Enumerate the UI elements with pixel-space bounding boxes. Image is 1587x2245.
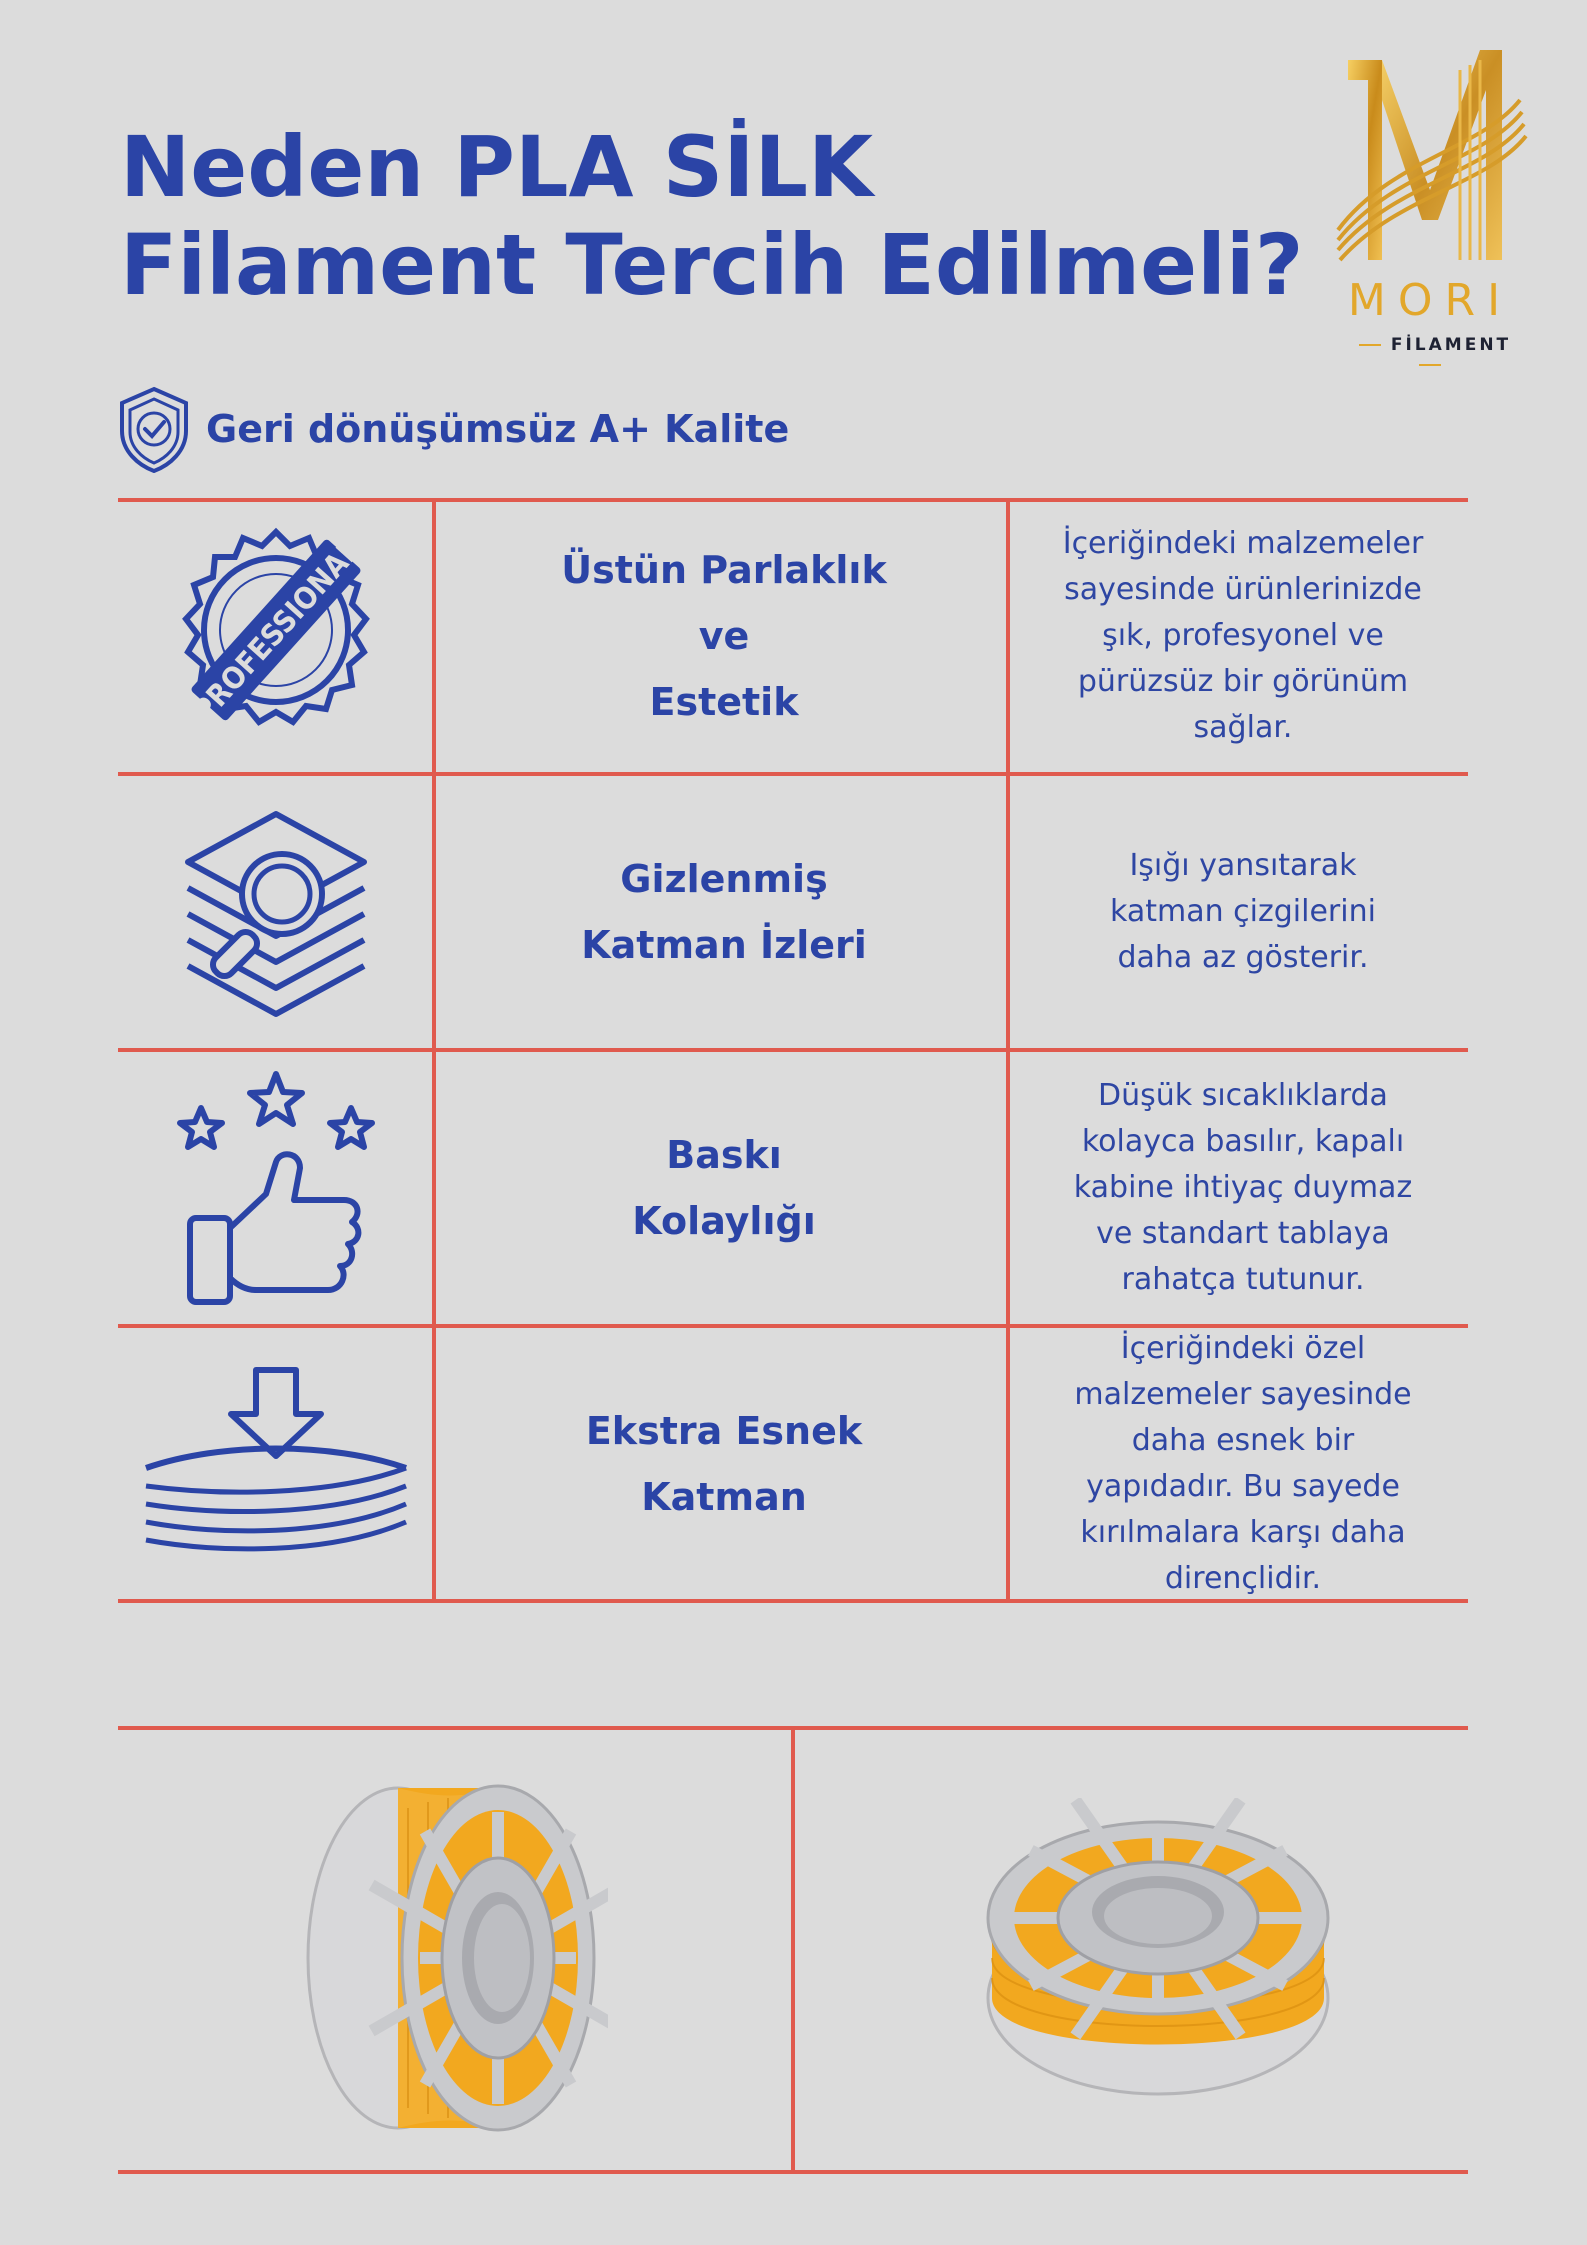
feature-row-2-icon-cell xyxy=(118,776,434,1048)
brand-name: MORI xyxy=(1347,275,1513,326)
feature-title: Ekstra Esnek Katman xyxy=(585,1409,863,1519)
title-line-1: Neden PLA SİLK xyxy=(120,118,874,216)
shield-check-icon xyxy=(118,385,190,473)
feature-table xyxy=(118,498,1468,1603)
badge-text: PROFESSIONAL xyxy=(186,533,368,729)
feature-description: Işığı yansıtarak katman çizgilerini daha az gösterir. xyxy=(1110,848,1376,975)
feature-row-1-icon-cell xyxy=(118,500,434,772)
layers-magnifier-icon xyxy=(176,802,376,1022)
feature-row-4-icon-cell xyxy=(118,1328,434,1600)
filament-spool-side-image xyxy=(288,1768,608,2138)
divider xyxy=(791,1726,795,2174)
feature-row-3-icon-cell xyxy=(118,1052,434,1324)
page-title xyxy=(120,118,1320,314)
feature-title: Üstün Parlaklık ve Estetik xyxy=(561,548,887,724)
quality-label: Geri dönüşümsüz A+ Kalite xyxy=(206,407,790,451)
feature-title: Gizlenmiş Katman İzleri xyxy=(581,857,867,967)
feature-description: İçeriğindeki malzemeler sayesinde ürünlerinizde şık, profesyonel ve pürüzsüz bir görünüm sağlar. xyxy=(1062,526,1424,745)
title-line-2: Filament Tercih Edilmeli? xyxy=(120,216,1304,314)
feature-description: İçeriğindeki özel malzemeler sayesinde daha esnek bir yapıdadır. Bu sayede kırılmalara karşı daha dirençlidir. xyxy=(1074,1331,1412,1596)
brand-subtitle: FİLAMENT xyxy=(1330,335,1530,375)
feature-title: Baskı Kolaylığı xyxy=(632,1133,816,1243)
flex-layer-arrow-icon xyxy=(141,1364,411,1564)
filament-spool-angled-image xyxy=(968,1798,1348,2118)
thumbs-up-stars-icon xyxy=(166,1068,386,1308)
feature-description: Düşük sıcaklıklarda kolayca basılır, kapalı kabine ihtiyaç duymaz ve standart tablaya rahatça tutunur. xyxy=(1073,1078,1413,1297)
quality-banner xyxy=(118,384,789,474)
professional-badge-icon xyxy=(166,526,386,746)
product-gallery xyxy=(118,1726,1468,2174)
